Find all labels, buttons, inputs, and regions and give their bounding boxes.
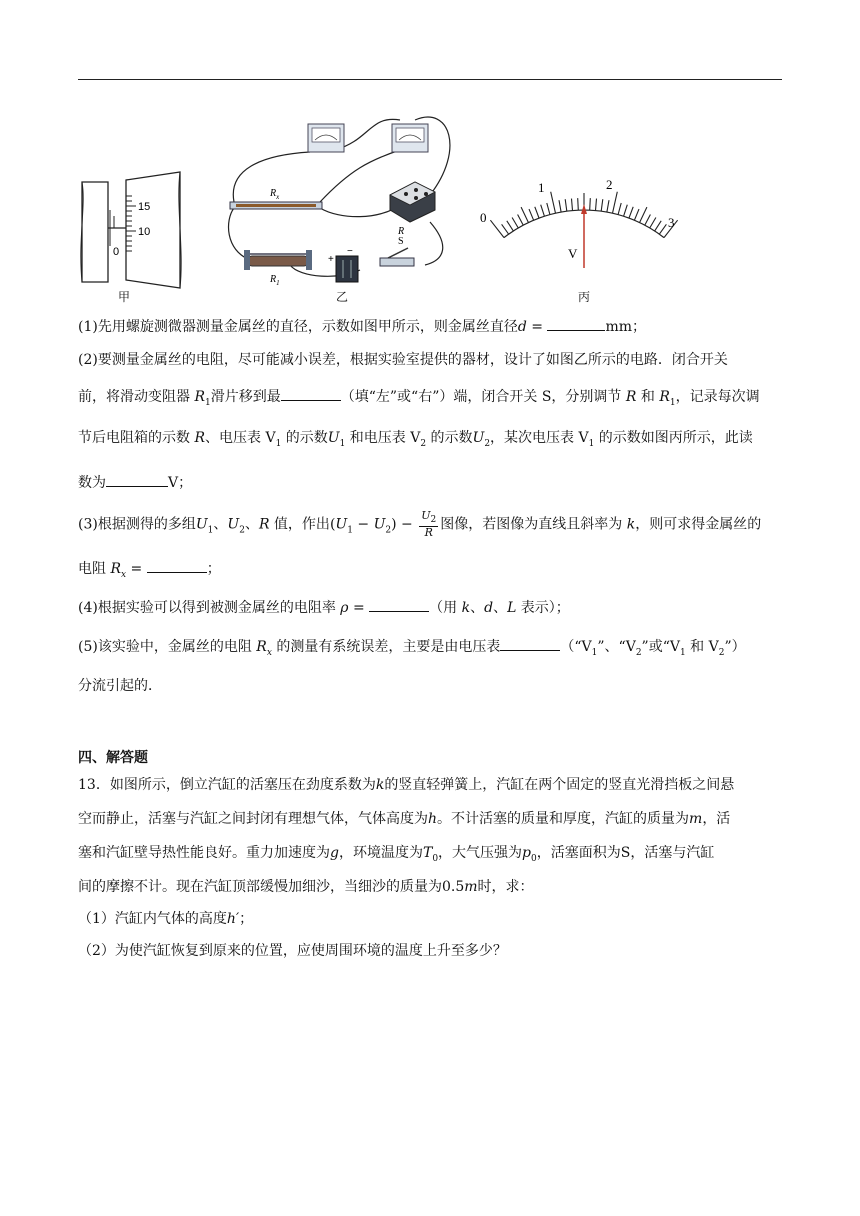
scale-label-10: 10 [138,226,151,238]
dial-tick [578,198,579,210]
dial-tick [659,224,666,234]
q12-part2-line3: 节后电阻箱的示数 R、电压表 $V_1$ 的示数$U_1$ 和电压表 $V_2$ 的示数$U_2$，某次电压表 $V_1$ 的示数如图丙所示，此读 [78,430,753,449]
q12-part2-line1: (2)要测量金属丝的电阻，尽可能减小误差，根据实验室提供的器材，设计了如图乙所示的电路．闭合开关 [78,352,728,368]
q13-line2: 空而静止，活塞与汽缸之间封闭有理想气体，气体高度为h。不计活塞的质量和厚度，汽缸的质量为m，活 [78,811,731,827]
dial-tick [535,207,539,218]
dial-tick [547,203,550,215]
dial-tick [650,218,656,228]
q12-part2-line4: 数为 V； [78,472,192,493]
dial-tick [507,221,514,231]
top-rule [78,79,782,80]
minus-label: − [347,246,353,257]
q12-part5-line1: (5)该实验中，金属丝的电阻 $R_x$ 的测量有系统误差，主要是由电压表 （“$V_1$”、“$V_2$”或“$V_1$ 和 $V_2$”） [78,636,746,663]
dial-tick [590,198,591,210]
answer-blank-d[interactable] [547,316,605,331]
dial-tick [601,199,603,211]
r-label: R [398,226,405,237]
plus-label: + [328,254,334,265]
dial-tick [640,207,647,222]
q12-part1: (1)先用螺旋测微器测量金属丝的直径，示数如图甲所示，则金属丝直径d = mm； [78,316,646,337]
switch-label: S [398,236,404,247]
scale-label-15: 15 [138,201,151,213]
caption-bing: 丙 [578,290,591,304]
scale-label-0: 0 [113,246,120,258]
answer-blank-voltage[interactable] [106,472,168,487]
dial-tick [541,205,545,217]
dial-tick [521,207,528,222]
answer-blank-rx[interactable] [147,558,207,573]
r1-label: $R_1$ [270,274,280,287]
dial-pointer-head [581,204,587,214]
dial-unit: V [568,246,578,261]
q13-question1: （1）汽缸内气体的高度h′； [78,911,254,927]
dial-tick [572,199,573,211]
answer-blank-voltmeter[interactable] [500,636,560,651]
q12-part3-line2: 电阻 $R_x$ = ； [78,558,221,585]
dial-label-0: 0 [480,210,487,225]
dial-tick [502,224,509,234]
dial-tick [645,215,651,226]
dial-tick [565,199,567,211]
dial-label-2: 2 [606,177,613,192]
fraction-u2-over-r: $\frac{U_2}{R}$ [421,509,437,540]
micrometer-figure [74,110,194,290]
section-heading: 四、解答题 [78,750,148,766]
caption-jia: 甲 [118,290,131,304]
dial-tick [490,220,504,237]
q12-part4: (4)根据实验可以得到被测金属丝的电阻率 ρ = （用 k、d、L 表示）； [78,597,570,618]
dial-tick [559,200,561,212]
dial-tick [629,207,633,218]
q12-part2-line2: 前，将滑动变阻器 $R_1$滑片移到最 （填“左”或“右”）端，闭合开关 S，分别调节 R 和 $R_1$，记录每次调 [78,386,760,413]
dial-tick [596,199,597,211]
dial-label-3: 3 [668,215,675,230]
q12-part5-line2: 分流引起的． [78,678,162,694]
dial-figure [480,110,700,290]
q13-line4: 间的摩擦不计。现在汽缸顶部缓慢加细沙，当细沙的质量为0.5m时，求： [78,879,534,895]
rx-label: $R_x$ [270,188,280,201]
figures-row [70,110,790,310]
dial-label-1: 1 [538,180,545,195]
q13-line3: 塞和汽缸壁导热性能良好。重力加速度为g，环境温度为$T_0$，大气压强为$p_0$，活塞面积为S，活塞与汽缸 [78,845,715,864]
dial-tick [634,209,639,220]
dial-tick [624,205,628,217]
q13-line1: 13．如图所示，倒立汽缸的活塞压在劲度系数为k的竖直轻弹簧上，汽缸在两个固定的竖直光滑挡板之间悬 [78,777,735,793]
dial-tick [518,215,524,226]
answer-blank-slider[interactable] [281,386,341,401]
dial-tick [512,218,518,228]
q12-part3-line1: (3)根据测得的多组$U_1$、$U_2$、R 值，作出$(U_1 - U_2)$ − $\frac{U_2}{R}$ 图像，若图像为直线且斜率为 k，则可求得金属丝的 [78,509,762,540]
dial-tick [607,200,609,212]
dial-tick [618,203,621,215]
circuit-figure [220,110,470,290]
dial-tick [655,221,662,231]
dial-tick [551,192,556,214]
dial-tick [613,192,618,214]
caption-yi: 乙 [336,290,349,304]
answer-blank-rho[interactable] [369,597,429,612]
dial-tick [529,209,534,220]
q13-question2: （2）为使汽缸恢复到原来的位置，应使周围环境的温度上升至多少？ [78,943,507,959]
